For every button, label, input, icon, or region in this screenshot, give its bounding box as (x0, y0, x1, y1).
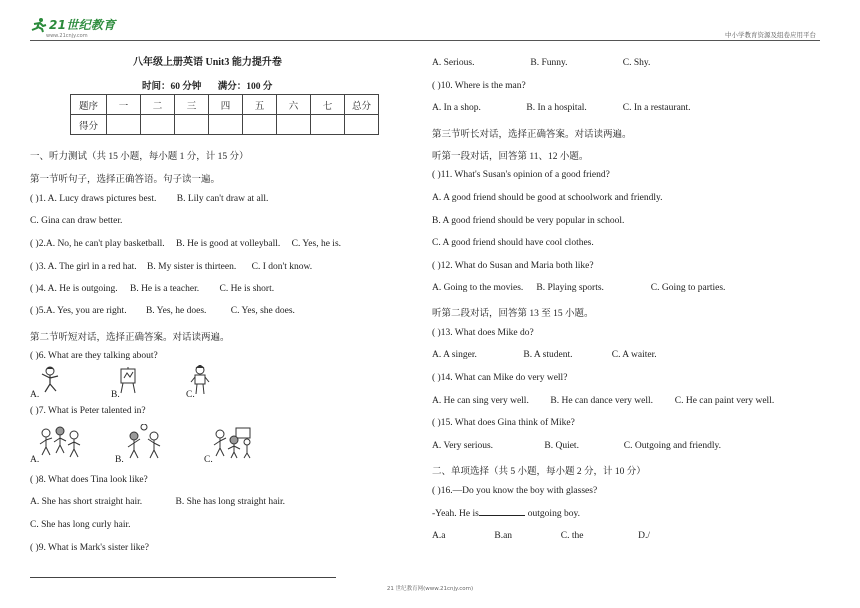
score-cell[interactable] (209, 115, 243, 135)
table-cell: 总分 (345, 95, 379, 115)
option-b: B. Playing sports. (536, 283, 604, 293)
question-10-options (432, 103, 691, 113)
option-b: B. He is good at volleyball. (176, 239, 281, 249)
table-cell: 四 (209, 95, 243, 115)
option-a: A. (30, 390, 40, 400)
option-b: B. He is a teacher. (129, 284, 200, 294)
table-cell: 五 (243, 95, 277, 115)
option-a: A. A singer. (432, 350, 477, 360)
question-3 (30, 262, 312, 272)
option-c: C. Gina can draw better. (30, 216, 123, 226)
score-cell[interactable] (175, 115, 209, 135)
score-cell[interactable] (141, 115, 175, 135)
site-logo (30, 16, 116, 39)
score-table-header-row (71, 95, 379, 115)
question-15-options (432, 441, 721, 451)
exam-title: 八年级上册英语 Unit3 能力提升卷 (133, 57, 282, 68)
question-1 (30, 194, 268, 204)
option-c: C. Shy. (622, 58, 651, 68)
option-a: A. She has short straight hair. (30, 497, 143, 507)
option-a: A. A good friend should be good at schoolwork and friendly. (432, 193, 663, 203)
score-cell[interactable] (345, 115, 379, 135)
option-b: B. Quiet. (544, 441, 579, 451)
question-12-options (432, 283, 725, 293)
option-b: B. Funny. (530, 58, 568, 68)
question-16-options (432, 531, 650, 541)
question-8: ( )8. What does Tina look like? (30, 475, 148, 485)
question-stem: ( )2.A. No, he can't play basketball. (30, 239, 165, 249)
question-stem: ( )5.A. Yes, you are right. (30, 306, 127, 316)
part-heading: 第二节听短对话，选择正确答案。对话读两遍。 (30, 333, 230, 343)
option-c: C. He can paint very well. (674, 396, 775, 406)
option-a: A. Very serious. (432, 441, 494, 451)
question-14-options (432, 396, 774, 406)
question-stem: ( )3. A. The girl in a red hat. (30, 262, 137, 272)
option-c: C. I don't know. (251, 262, 313, 272)
question-2 (30, 239, 341, 249)
question-13: ( )13. What does Mike do? (432, 328, 534, 338)
option-a: A. Serious. (432, 58, 475, 68)
option-c: C. She has long curly hair. (30, 520, 131, 530)
question-stem: ( )1. A. Lucy draws pictures best. (30, 194, 157, 204)
section-heading: 一、听力测试（共 15 小题，每小题 1 分，计 15 分） (30, 152, 249, 162)
platform-label: 中小学教育资源及组卷应用平台 (725, 31, 816, 39)
exam-full-score: 满分：100 分 (217, 82, 273, 92)
option-b: B. My sister is thirteen. (147, 262, 237, 272)
brand-url: www.21cnjy.com (46, 33, 88, 39)
question-10: ( )10. Where is the man? (432, 81, 526, 91)
table-cell: 题序 (71, 95, 107, 115)
option-b: B. (111, 390, 120, 400)
score-cell[interactable] (311, 115, 345, 135)
option-c: C. (186, 390, 195, 400)
option-a: A. In a shop. (432, 103, 481, 113)
dialog-instruction: 听第一段对话，回答第 11、12 小题。 (432, 152, 589, 162)
question-5 (30, 306, 295, 316)
part-heading: 第一节听句子，选择正确答语。句子读一遍。 (30, 175, 221, 185)
kids-sports-picture (210, 424, 254, 460)
table-cell: 三 (175, 95, 209, 115)
section-heading: 二、单项选择（共 5 小题，每小题 2 分，计 10 分） (432, 467, 646, 477)
option-a: A. Going to the movies. (432, 283, 524, 293)
question-14: ( )14. What can Mike do very well? (432, 373, 568, 383)
dialog-instruction: 听第二段对话，回答第 13 至 15 小题。 (432, 309, 594, 319)
option-b: B. (115, 455, 124, 465)
option-c: C. Outgoing and friendly. (623, 441, 722, 451)
option-c: C. Yes, he is. (291, 239, 342, 249)
question-7: ( )7. What is Peter talented in? (30, 406, 146, 416)
exam-meta (142, 78, 286, 92)
option-b: B. A good friend should be very popular in school. (432, 216, 625, 226)
option-a: A.a (432, 531, 446, 541)
question-9: ( )9. What is Mark's sister like? (30, 543, 149, 553)
option-c: C. (204, 455, 213, 465)
question-8-options (30, 497, 285, 507)
option-d: D./ (638, 531, 650, 541)
score-cell[interactable] (277, 115, 311, 135)
answer-blank[interactable] (479, 508, 525, 516)
question-9-options (432, 58, 650, 68)
sentence-start: -Yeah. He is (432, 509, 479, 519)
question-stem: ( )4. A. He is outgoing. (30, 284, 118, 294)
table-cell: 二 (141, 95, 175, 115)
score-cell[interactable] (243, 115, 277, 135)
table-cell: 六 (277, 95, 311, 115)
question-13-options (432, 350, 657, 360)
question-16-sentence (432, 508, 580, 519)
sentence-end: outgoing boy. (527, 509, 580, 519)
option-c: C. He is short. (219, 284, 275, 294)
header-divider (30, 40, 820, 41)
option-c: C. Yes, she does. (230, 306, 295, 316)
page-footer: 21 世纪教育网(www.21cnjy.com) (386, 586, 474, 592)
option-c: C. A waiter. (611, 350, 657, 360)
option-c: C. the (560, 531, 584, 541)
score-cell[interactable] (107, 115, 141, 135)
score-table (70, 94, 379, 135)
option-a: A. He can sing very well. (432, 396, 529, 406)
option-b: B.an (494, 531, 513, 541)
part-heading: 第三节听长对话，选择正确答案。对话读两遍。 (432, 130, 632, 140)
kids-ball-game-picture (124, 424, 168, 460)
question-15: ( )15. What does Gina think of Mike? (432, 418, 575, 428)
option-b: B. A student. (523, 350, 573, 360)
easel-painting-picture (118, 366, 140, 394)
table-cell: 得分 (71, 115, 107, 135)
option-a: A. (30, 455, 40, 465)
question-6: ( )6. What are they talking about? (30, 351, 158, 361)
footer-divider (30, 577, 336, 578)
question-4 (30, 284, 274, 294)
runner-logo-icon (30, 17, 48, 33)
question-16: ( )16.—Do you know the boy with glasses? (432, 486, 598, 496)
option-b: B. In a hospital. (526, 103, 587, 113)
table-cell: 七 (311, 95, 345, 115)
kids-playing-picture (38, 425, 82, 461)
exam-time: 时间：60 分钟 (142, 82, 202, 92)
question-11: ( )11. What's Susan's opinion of a good friend? (432, 170, 610, 180)
option-b: B. He can dance very well. (550, 396, 653, 406)
table-cell: 一 (107, 95, 141, 115)
score-table-score-row (71, 115, 379, 135)
option-c: C. A good friend should have cool clothes. (432, 238, 594, 248)
option-b: B. Yes, he does. (145, 306, 207, 316)
brand-name: 21世纪教育 (49, 18, 116, 32)
option-c: C. In a restaurant. (622, 103, 691, 113)
option-b: B. She has long straight hair. (175, 497, 286, 507)
question-12: ( )12. What do Susan and Maria both like? (432, 261, 594, 271)
dancing-child-picture (38, 366, 62, 394)
option-c: C. Going to parties. (650, 283, 726, 293)
option-b: B. Lily can't draw at all. (176, 194, 269, 204)
